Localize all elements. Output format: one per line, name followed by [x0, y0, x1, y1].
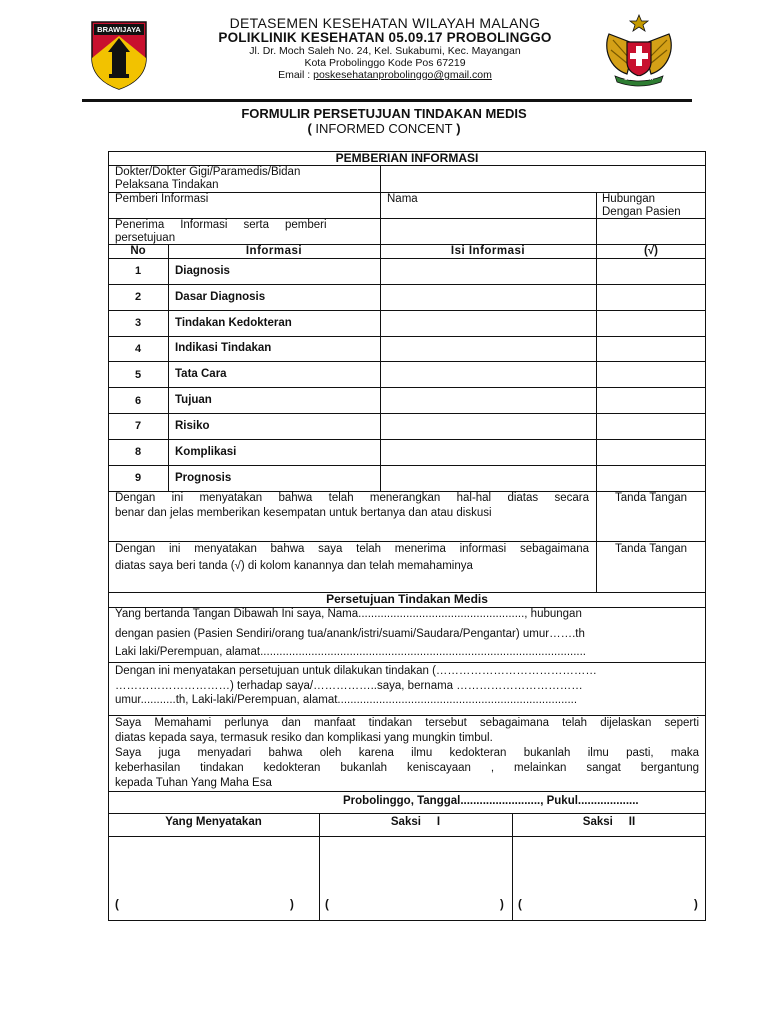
- sign-paren-close: ): [500, 899, 504, 911]
- col-witness1-header: Saksi I: [390, 816, 441, 828]
- sign-paren-open: (: [325, 899, 329, 911]
- divider: [108, 336, 706, 337]
- col-no-header: No: [130, 245, 146, 257]
- consent-p3-line-3: Saya juga menyadari bahwa oleh karena ilmu kedokteran bukanlah ilmu pasti, maka: [115, 747, 699, 759]
- col-witness2-header: Saksi II: [582, 816, 636, 828]
- divider: [108, 310, 706, 311]
- email-link[interactable]: poskesehatanprobolinggo@gmail.com: [313, 69, 492, 81]
- row-number: 9: [134, 472, 142, 484]
- divider: [596, 192, 597, 245]
- col-info-header: Informasi: [245, 245, 303, 257]
- row-number: 3: [134, 317, 142, 329]
- row-label-risiko: Risiko: [175, 420, 210, 432]
- row-number: 4: [134, 343, 142, 355]
- row-label-tindakan: Tindakan Kedokteran: [175, 317, 292, 329]
- divider: [512, 813, 513, 920]
- email-line: [150, 69, 620, 81]
- address-line-1: Jl. Dr. Moch Saleh No. 24, Kel. Sukabumi, Kec. Mayangan: [249, 45, 521, 57]
- consent-p3-line-5: kepada Tuhan Yang Maha Esa: [115, 777, 272, 789]
- divider: [596, 244, 597, 592]
- col-content-header: Isi Informasi: [450, 245, 526, 257]
- relation-label-line-2: Dengan Pasien: [602, 206, 681, 218]
- divider: [108, 662, 706, 663]
- consent-p3-line-1: Saya Memahami perlunya dan manfaat tindakan tersebut sebagaimana telah dijelaskan seperti: [115, 717, 699, 729]
- consent-p1-line-2: dengan pasien (Pasien Sendiri/orang tua/anank/istri/suami/Saudara/Pengantar) umur…….th: [115, 628, 585, 640]
- email-label: Email :: [278, 69, 314, 81]
- statement-giver-line-1: Dengan ini menyatakan bahwa telah menerangkan hal-hal diatas secara: [115, 492, 589, 504]
- row-label-komplikasi: Komplikasi: [175, 446, 237, 458]
- statement-receiver-line-1: Dengan ini menyatakan bahwa saya telah menerima informasi sebagaimana: [115, 543, 589, 555]
- divider: [108, 836, 706, 837]
- row-label-diagnosis: Diagnosis: [175, 265, 230, 277]
- signature-label-receiver: Tanda Tangan: [614, 543, 688, 555]
- col-declarer-header: Yang Menyatakan: [165, 816, 262, 828]
- header-divider: [82, 99, 692, 102]
- divider: [108, 258, 706, 259]
- place-date-line: Probolinggo, Tanggal........................., Pukul...................: [343, 795, 639, 807]
- divider: [168, 244, 169, 491]
- form-subtitle: ( INFORMED CONCENT ): [307, 121, 461, 136]
- section-title-consent: Persetujuan Tindakan Medis: [326, 592, 488, 606]
- divider: [108, 413, 706, 414]
- divider: [108, 465, 706, 466]
- address-line-2: Kota Probolinggo Kode Pos 67219: [304, 57, 466, 69]
- brawijaya-logo-text: BRAWIJAYA: [97, 25, 141, 34]
- consent-p2-line-3: umur...........th, Laki-laki/Perempuan, alamat...........................................................................: [115, 694, 578, 706]
- clinic-name: POLIKLINIK KESEHATAN 05.09.17 PROBOLINGGO: [218, 30, 552, 45]
- row-label-indikasi: Indikasi Tindakan: [175, 342, 272, 354]
- sign-paren-close: ): [694, 899, 698, 911]
- giver-label: Pemberi Informasi: [115, 193, 209, 205]
- divider: [108, 813, 706, 814]
- consent-p3-line-4: keberhasilan tindakan kedokteran bukanlah keniscayaan , melainkan sangat bergantung: [115, 762, 699, 774]
- divider: [108, 361, 706, 362]
- col-check-header: (√): [644, 245, 658, 257]
- org-name: DETASEMEN KESEHATAN WILAYAH MALANG: [229, 15, 541, 31]
- divider: [108, 791, 706, 792]
- relation-label-line-1: Hubungan: [602, 193, 656, 205]
- row-label-tata-cara: Tata Cara: [175, 368, 227, 380]
- doctor-label-line-2: Pelaksana Tindakan: [115, 179, 219, 191]
- statement-receiver-line-2: diatas saya beri tanda (√) di kolom kanannya dan telah memahaminya: [115, 560, 473, 572]
- consent-p3-line-2: diatas kepada saya, termasuk resiko dan komplikasi yang mungkin timbul.: [115, 732, 493, 744]
- row-number: 1: [134, 265, 142, 277]
- emblem-ribbon-text: SIAP SEHAT: [624, 76, 654, 82]
- statement-giver-line-2: benar dan jelas memberikan kesempatan untuk bertanya dan atau diskusi: [115, 507, 492, 519]
- consent-p1-line-3: Laki laki/Perempuan, alamat......................................................................................................: [115, 646, 587, 658]
- receiver-label-line-2: persetujuan: [115, 232, 176, 244]
- divider: [108, 387, 706, 388]
- divider: [380, 165, 381, 245]
- consent-p1-line-1: Yang bertanda Tangan Dibawah Ini saya, Nama...................................................., hubungan: [115, 608, 582, 620]
- consent-p2-line-1: Dengan ini menyatakan persetujuan untuk dilakukan tindakan (……………………………………: [115, 665, 597, 677]
- doctor-label-line-1: Dokter/Dokter Gigi/Paramedis/Bidan: [115, 166, 301, 178]
- row-number: 7: [134, 420, 142, 432]
- row-number: 6: [134, 395, 142, 407]
- divider: [108, 284, 706, 285]
- row-label-prognosis: Prognosis: [175, 472, 232, 484]
- row-number: 8: [134, 446, 142, 458]
- row-label-dasar-diagnosis: Dasar Diagnosis: [175, 291, 266, 303]
- sign-paren-open: (: [115, 899, 119, 911]
- form-title: FORMULIR PERSETUJUAN TINDAKAN MEDIS: [241, 106, 527, 121]
- signature-label-giver: Tanda Tangan: [614, 492, 688, 504]
- section-title-info: PEMBERIAN INFORMASI: [335, 151, 479, 165]
- sign-paren-close: ): [290, 899, 294, 911]
- row-label-tujuan: Tujuan: [175, 394, 212, 406]
- divider: [108, 541, 706, 542]
- row-number: 5: [134, 369, 142, 381]
- divider: [319, 813, 320, 920]
- divider: [108, 439, 706, 440]
- brawijaya-logo: [90, 18, 148, 90]
- divider: [108, 715, 706, 716]
- receiver-label-line-1: Penerima Informasi serta pemberi: [115, 219, 327, 231]
- sign-paren-open: (: [518, 899, 522, 911]
- row-number: 2: [134, 291, 142, 303]
- consent-p2-line-2: …………………………) terhadap saya/……………..saya, bernama ……………………………: [115, 680, 583, 692]
- name-label: Nama: [387, 193, 418, 205]
- divider: [380, 244, 381, 491]
